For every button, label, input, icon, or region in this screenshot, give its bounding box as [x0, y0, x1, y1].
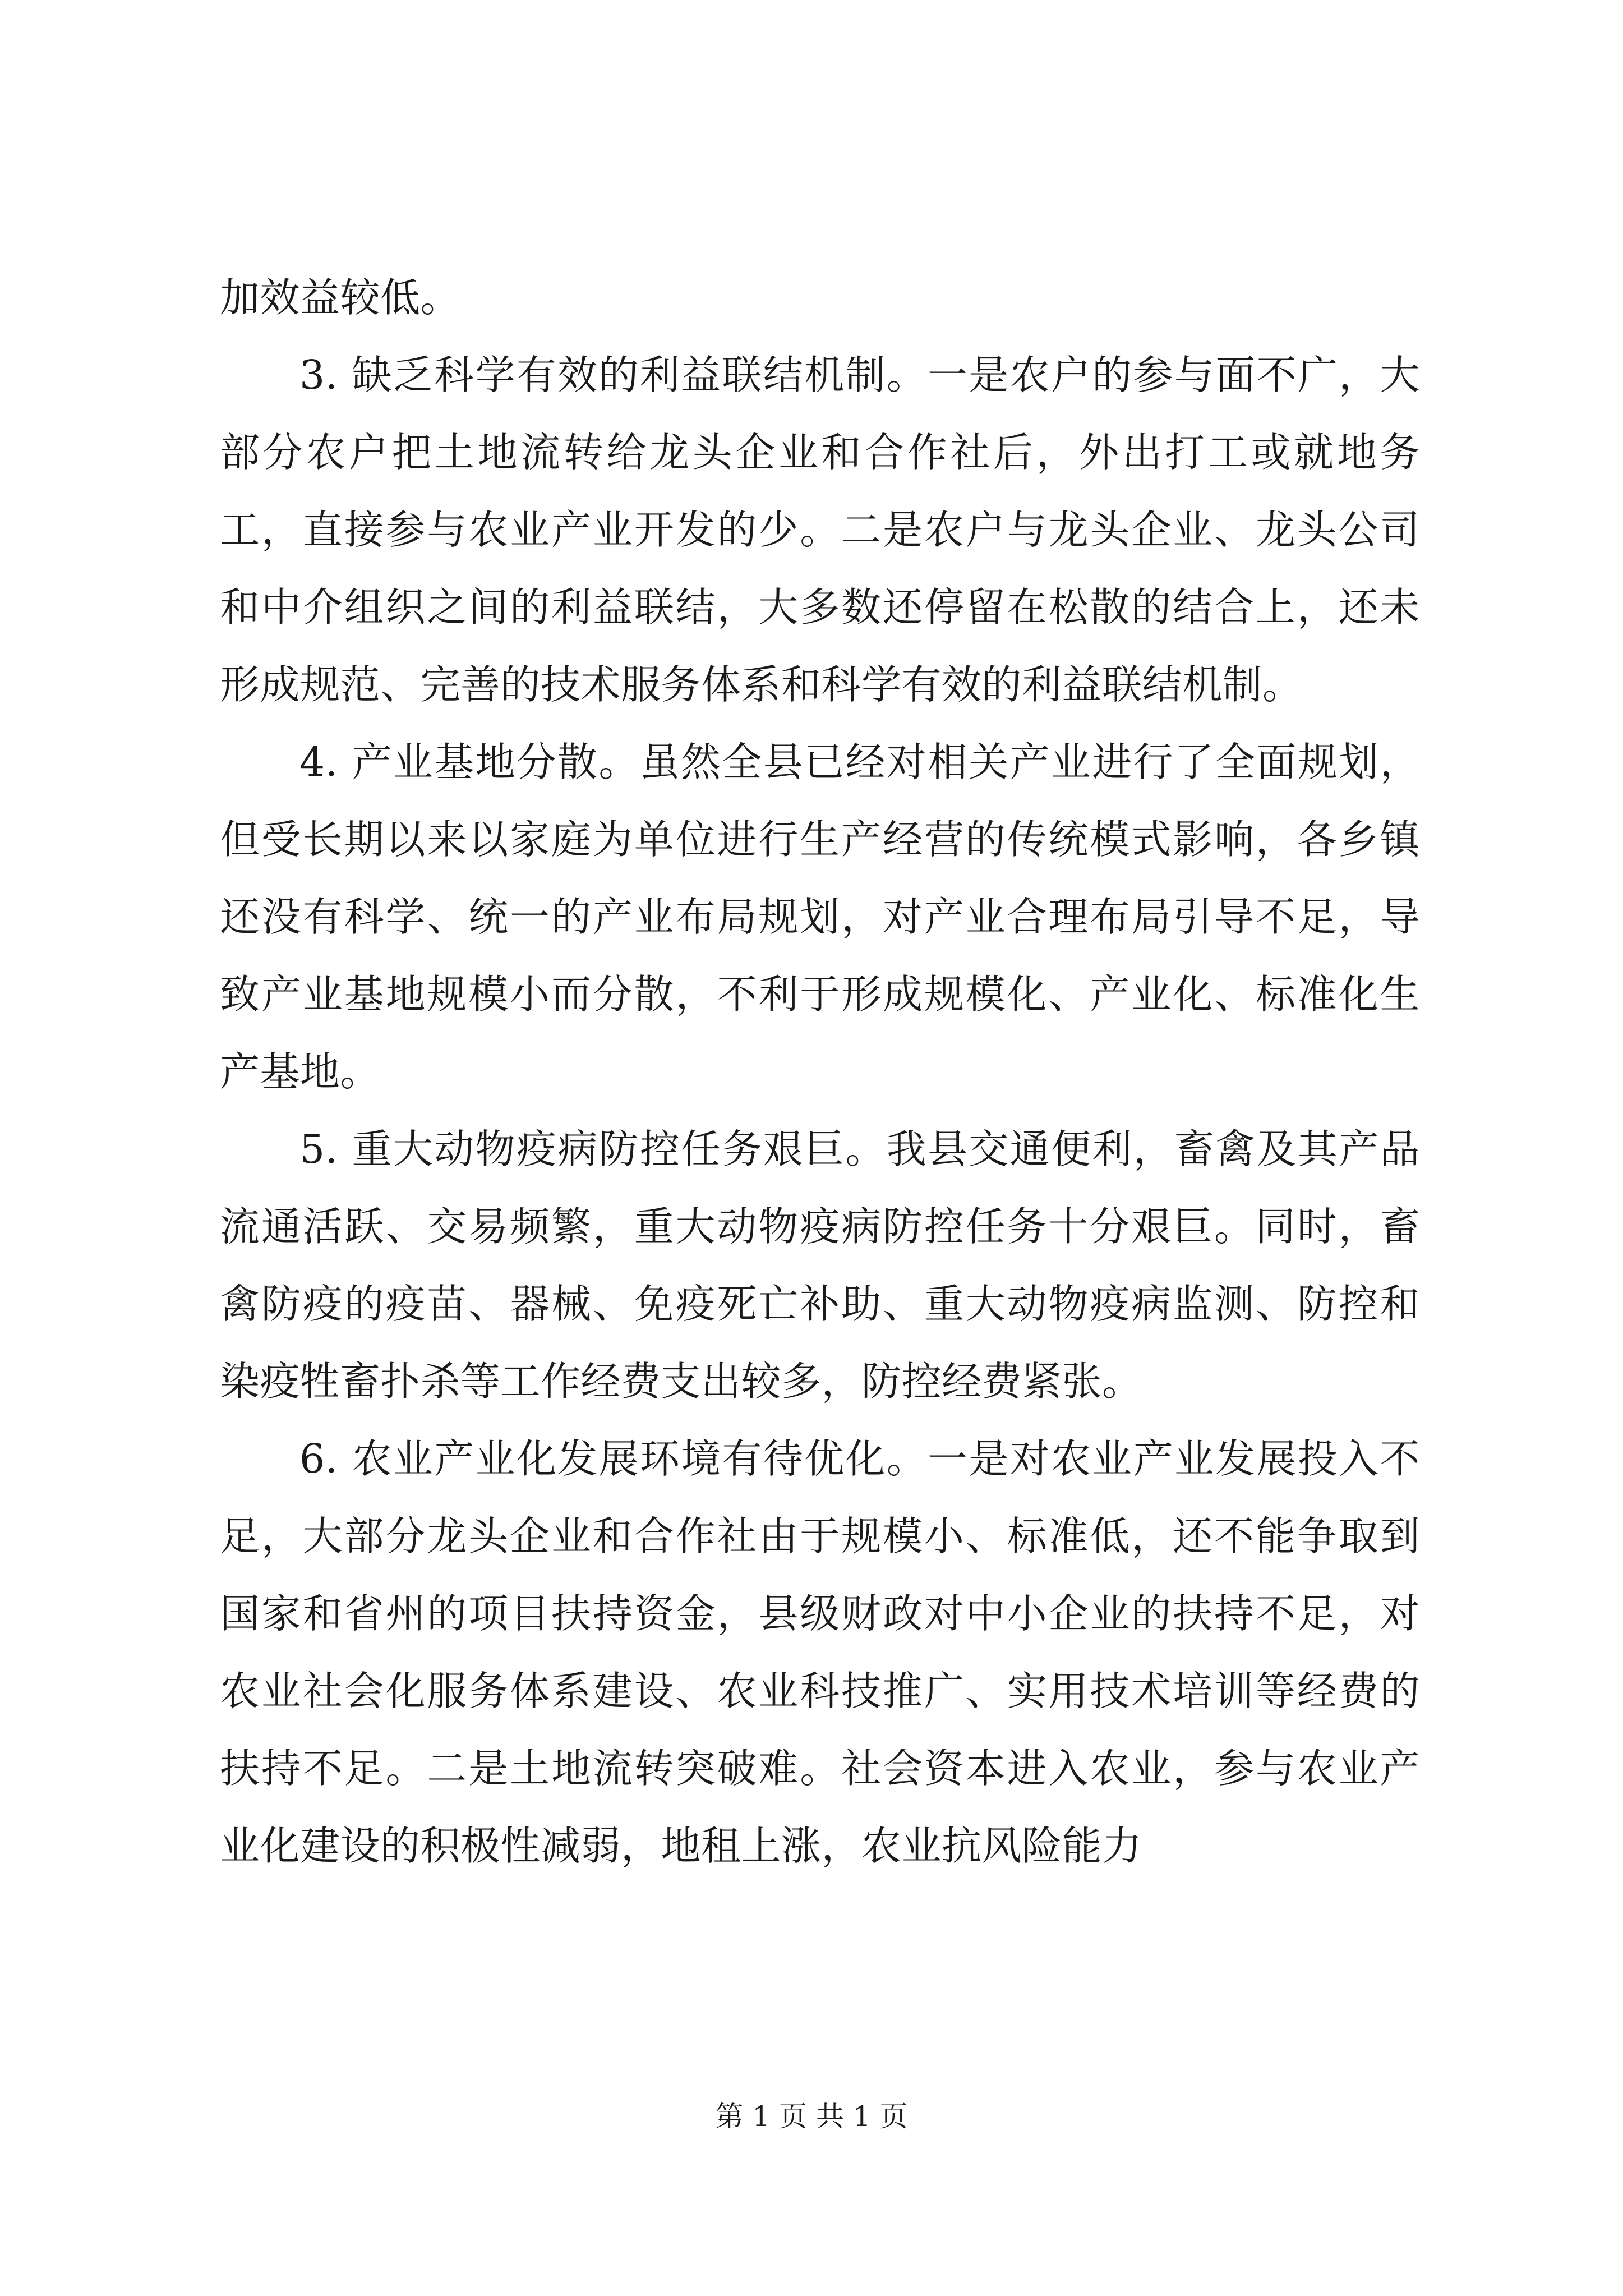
paragraph-item-6: 6. 农业产业化发展环境有待优化。一是对农业产业发展投入不足，大部分龙头企业和合作社由于规模小、标准低，还不能争取到国家和省州的项目扶持资金，县级财政对中小企业的扶持不足，对农业社会化服务体系建设、农业科技推广、实用技术培训等经费的扶持不足。二是土地流转突破难。社会资本进入农业，参与农业产业化建设的积极性减弱，地租上涨，农业抗风险能力 [220, 1435, 1420, 1869]
paragraph-item-5: 5. 重大动物疫病防控任务艰巨。我县交通便利，畜禽及其产品流通活跃、交易频繁，重大动物疫病防控任务十分艰巨。同时，畜禽防疫的疫苗、器械、免疫死亡补助、重大动物疫病监测、防控和染疫牲畜扑杀等工作经费支出较多，防控经费紧张。 [220, 1126, 1420, 1405]
paragraph-continuation: 加效益较低。 [220, 274, 461, 321]
paragraph-item-3: 3. 缺乏科学有效的利益联结机制。一是农户的参与面不广，大部分农户把土地流转给龙头企业和合作社后，外出打工或就地务工，直接参与农业产业开发的少。二是农户与龙头企业、龙头公司和中介组织之间的利益联结，大多数还停留在松散的结合上，还未形成规范、完善的技术服务体系和科学有效的利益联结机制。 [220, 352, 1420, 708]
page-footer: 第 1 页 共 1 页 [715, 2100, 908, 2133]
document-body [220, 259, 1420, 1885]
paragraph-item-4: 4. 产业基地分散。虽然全县已经对相关产业进行了全面规划，但受长期以来以家庭为单位进行生产经营的传统模式影响，各乡镇还没有科学、统一的产业布局规划，对产业合理布局引导不足，导致产业基地规模小而分散，不利于形成规模化、产业化、标准化生产基地。 [220, 739, 1420, 1095]
